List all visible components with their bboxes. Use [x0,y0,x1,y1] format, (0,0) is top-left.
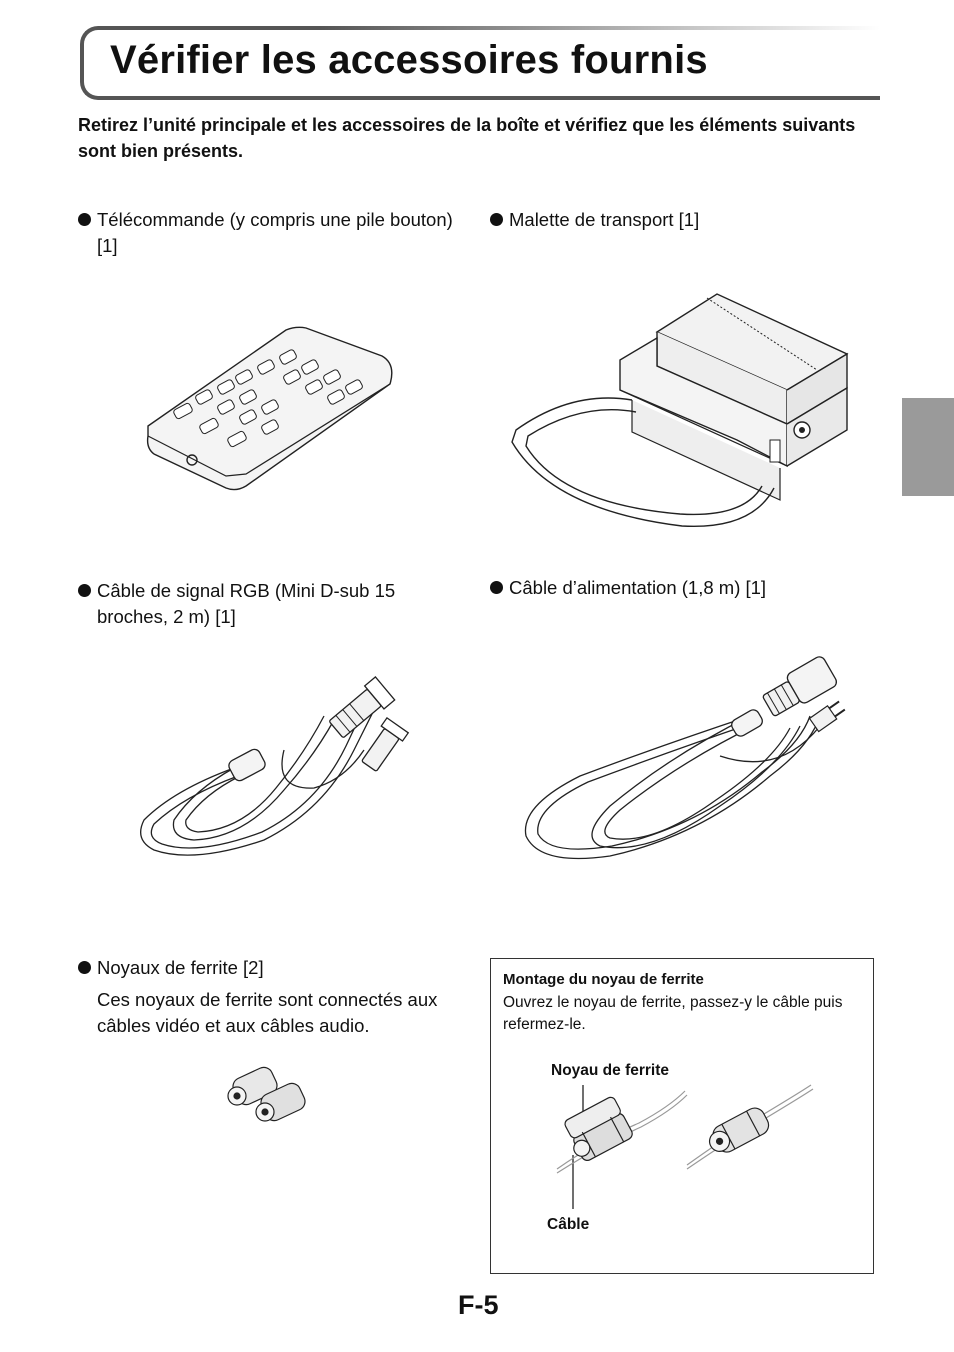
item-label: Câble de signal RGB (Mini D-sub 15 broches, 2 m) [1] [97,580,396,627]
bullet-icon [490,213,503,226]
carrying-case-illustration [512,290,857,532]
list-item-rgb-cable [78,578,457,630]
page-title: Vérifier les accessoires fournis [110,38,708,82]
item-label: Malette de transport [1] [509,209,700,230]
bullet-icon [490,581,503,594]
intro-text: Retirez l’unité principale et les accessoires de la boîte et vérifiez que les éléments suivants sont bien présents. [78,115,856,161]
box-title: Montage du noyau de ferrite [503,971,704,988]
page-number: F-5 [458,1290,499,1320]
label-cable: Câble [547,1216,590,1233]
box-text: Ouvrez le noyau de ferrite, passez-y le câble puis refermez-le. [503,994,843,1033]
bullet-icon [78,961,91,974]
list-item-power-cable [490,575,889,601]
ferrite-mounting-box [490,958,874,1274]
list-item-remote [78,207,457,259]
list-item-case [490,207,889,233]
item-label: Câble d’alimentation (1,8 m) [1] [509,577,767,598]
bullet-icon [78,213,91,226]
ferrite-cores-illustration [226,1060,318,1128]
bullet-icon [78,584,91,597]
remote-control-illustration [146,326,396,496]
item-label: Télécommande (y compris une pile bouton) [1] [97,209,453,256]
section-tab [902,398,954,496]
item-label: Noyaux de ferrite [2] [97,957,264,978]
label-ferrite-core: Noyau de ferrite [551,1062,670,1079]
ferrite-note: Ces noyaux de ferrite sont connectés aux câbles vidéo et aux câbles audio. [97,989,438,1036]
power-cable-illustration [520,656,850,871]
list-item-ferrite [78,955,457,981]
rgb-cable-illustration [134,670,414,870]
ferrite-mounting-diagram [491,959,875,1275]
